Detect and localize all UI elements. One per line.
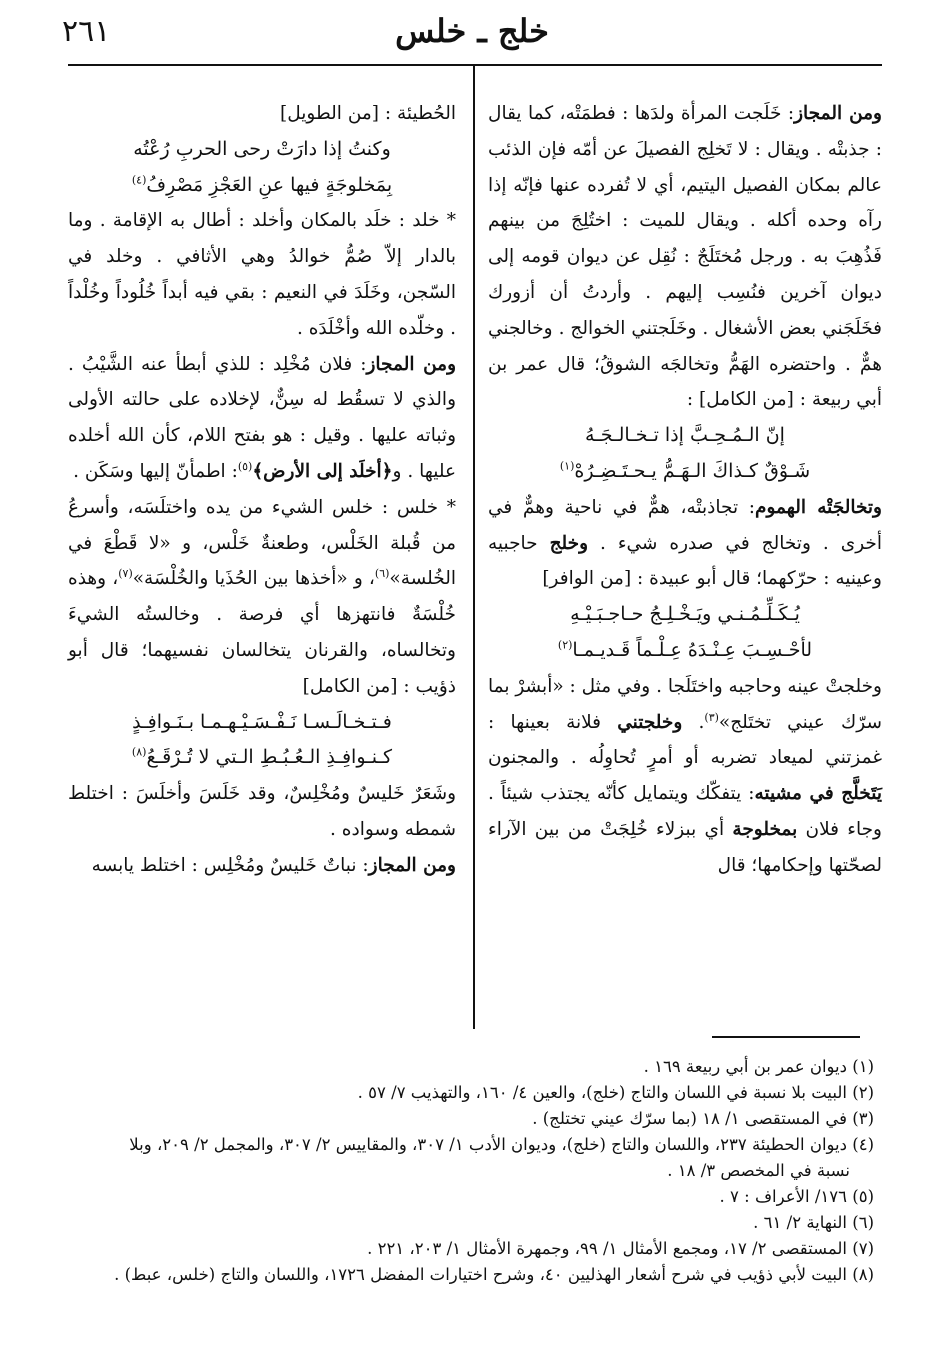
footnote-ref: (٧) — [118, 567, 133, 581]
header-rule — [68, 64, 882, 66]
footnote-continuation: نسبة في المخصص ٣/ ١٨ . — [667, 1161, 850, 1180]
footnote: (٧) المستقصى ٢/ ١٧، ومجمع الأمثال ١/ ٩٩، وجمهرة الأمثال ١/ ٢٠٣، ٢٢١ . — [367, 1239, 874, 1258]
footnote-ref: (٨) — [131, 746, 147, 760]
verse-line: وكنتُ إذا دارَتْ رحى الحربِ رُعْتُه — [133, 137, 391, 160]
entry-paragraph: ومن المجاز: خَلَجت المرأة ولدَها : فطمَتْه، كما يقال : جذبتْه . ويقال : لا تَخلِج الفصيلَ عن أمّه فإن الذئب عالم بمكان الفصيل اليتيم، أي لا تُفرده عنها فإنّه إذا رآه وحده أكله . ويقال للميت : اختُلِجَ من بينهم فَذُهِبَ به . ورجل مُختَلَجٌ : نُقِل عن ديوان قومه إلى ديوان آخرين فنُسِب إليهم . وأردتُ أن أزورك فخَلَجَني بعض الأشغال . وخَلَجتني الخوالج . وخالجني همٌّ . واحتضره الهَمُّ وتخالجَه الشوقُ؛ قال عمر بن أبي ربيعة : [من الكامل] : — [488, 103, 882, 411]
footnote-ref: (٦) — [374, 567, 390, 581]
entry-paragraph: وشَعَرٌ خَليسٌ ومُخْلِسٌ، وقد خَلَسَ وأخلَسَ : اختلط شمطه وسواده . — [68, 783, 456, 840]
running-title: خلج ـ خلس — [395, 12, 549, 50]
entry-paragraph: وخلجتْ عينه وحاجبه واختَلَجا . وفي مثل : «أبشرْ بما سرّك عيني تختَلج»$^{(٣)}$. وخلجتني فلانة بعينها : غمزتني لميعاد تضربه أو أمرٍ تُحاوِلُه . والمجنون يَتَخلَّج في مشيته: يتفكّك ويتمايل كأنّه يجتذب شيئاً . وجاء فلان بمخلوجة أي ببزلاء خُلِجَتْ من بين الآراء لصحّتها وإحكامها؛ قال — [487, 675, 882, 876]
entry-paragraph: وتخالجَتْه الهموم: تجاذبتْه، همٌّ في ناحية وهمٌّ في أخرى . وتخالج في صدره شيء . وخلج حاجبيه وعينيه : حرّكهما؛ قال أبو عبيدة : [من الوافر] — [488, 496, 882, 590]
footnote: (٤) ديوان الحطيئة ٢٣٧، واللسان والتاج (خلج)، وديوان الأدب ١/ ٣٠٧، والمقاييس ٢/ ٣٠٧، والمجمل ٢/ ٢٠٩، وبلا — [129, 1135, 874, 1154]
majaz-lead: ومن المجاز — [794, 103, 882, 124]
verse-line: شَـوْقٌ كـذاكَ الـهَـمُّ يـحـتَـضِـرُهْ$^{(١)}$ — [559, 459, 811, 482]
footnote-ref: (٥) — [237, 459, 253, 473]
verse-line: بِمَخلوجَةٍ فيها عنِ العَجْزِ مَصْرِفُ$^{(٤)}$ — [131, 173, 393, 196]
footnote: (١) ديوان عمر بن أبي ربيعة ١٦٩ . — [643, 1057, 874, 1076]
right-column — [488, 96, 882, 884]
footnote: (٣) في المستقصى ١/ ١٨ (بما سرّك عيني تختلج) . — [532, 1109, 874, 1128]
footnote-ref: (٢) — [557, 638, 573, 652]
footnote-rule — [712, 1036, 860, 1038]
footnotes — [68, 1054, 874, 1288]
footnote: (٦) النهاية ٢/ ٦١ . — [753, 1213, 874, 1232]
entry-paragraph: ومن المجاز: نباتٌ خَليسٌ ومُخْلِس : اختلط يابسه — [91, 854, 456, 876]
footnote-ref: (٤) — [131, 173, 147, 187]
footnote-ref: (١) — [559, 459, 575, 473]
footnote-ref: (٣) — [704, 710, 719, 724]
page-header — [62, 8, 882, 58]
entry-paragraph: الحُطيئة : [من الطويل] — [280, 103, 456, 124]
verse-line: كـنـوافِـذِ الـعُـبُـطِ الـتي لا تُـرْقَـعُ$^{(٨)}$ — [131, 746, 393, 769]
verse-line: فـتـخـالَـسـا نَـفْـسَـيْـهـمـا بـنَـوافِـذٍ — [132, 710, 392, 733]
verse-line: لأحْـسِـبَ عِـنْـدَهُ عِـلْـماً قَـديـمـا$^{(٢)}$ — [557, 638, 813, 661]
footnote: (٥) ١٧٦/ الأعراف : ٧ . — [719, 1187, 874, 1206]
verse-line: إنّ الـمُـحِـبَّ إذا تـخـالـجَـهُ — [585, 424, 785, 447]
entry-khls: * خلس : خلس الشيء من يده واختلَسَه، وأسرعُ من قُبلة الخَلْس، وطعنةٌ خَلْس، و «لا قَطْعَ في الخُلسة»$^{(٦)}$، و «أخذها بين الحُذَيا والخُلْسَة»$^{(٧)}$، وهذه خُلْسَةٌ فانتهزها أي فرصة . وخالستُه الشيءَ وتخالساه، والقرنان يتخالسان نفسيهما؛ قال أبو ذؤيب : [من الكامل] — [68, 496, 456, 697]
verse-line: يُـكَـلِّـمُـنـي ويَـخْـلِـجُ حـاجـبَـيْـهِ — [570, 603, 800, 626]
left-column — [68, 96, 456, 884]
column-divider — [473, 64, 475, 1029]
quran-quote: ﴿أخلَد إلى الأرض﴾ — [252, 460, 393, 482]
entry-khld: * خلد : خلَد بالمكان وأخلد : أطال به الإقامة . وما بالدار إلاّ صُمُّ خوالدُ وهي الأثافي . وخلد في السّجن، وخَلَدَ في النعيم : بقي فيه أبداً خُلُوداً وخُلْداً . وخلّده الله وأخْلَدَه . — [68, 210, 456, 339]
entry-paragraph: ومن المجاز: فلان مُخْلِد : للذي أبطأ عنه الشَّيْبُ . والذي لا تسقُط له سِنٌّ، لإخلاده على حالته الأولى وثباته عليها . وقيل : هو بفتح اللام، كأن الله أخلده عليها . و﴿أخلَد إلى الأرض﴾$^{(٥)}$: اطمأنّ إليها وسَكَن . — [68, 353, 456, 482]
footnote: (٨) البيت لأبي ذؤيب في شرح أشعار الهذليين ٤٠، وشرح اختيارات المفضل ١٧٢٦، واللسان والتاج (خلس، عبط) . — [114, 1265, 874, 1284]
page-number: ٢٦١ — [62, 14, 111, 49]
footnote: (٢) البيت بلا نسبة في اللسان والتاج (خلج)، والعين ٤/ ١٦٠، والتهذيب ٧/ ٥٧ . — [357, 1083, 874, 1102]
